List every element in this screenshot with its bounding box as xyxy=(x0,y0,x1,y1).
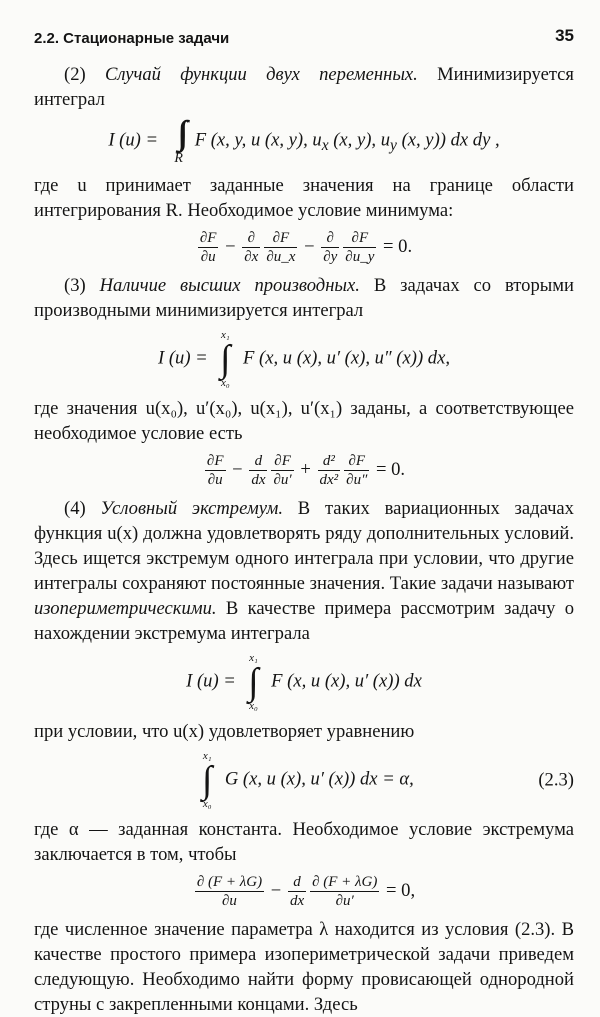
fraction: $\frac{\partial F}{\partial u''}$ xyxy=(346,453,368,488)
operator-plus: + xyxy=(300,458,311,480)
item-label: (4) xyxy=(64,498,101,519)
subscript-x: x xyxy=(321,136,329,154)
paragraph-two-variables xyxy=(34,62,574,112)
integral-sign: x₁ ∫ x₀ xyxy=(201,750,213,810)
eq-lhs: I (u) = xyxy=(186,670,236,692)
running-header xyxy=(34,26,574,50)
case-title: Случай функции двух переменных. xyxy=(104,64,418,85)
equation-functional xyxy=(34,652,574,712)
paragraph-text: Минимизируется интеграл xyxy=(34,64,574,110)
equation-constraint xyxy=(34,750,574,810)
eq-integrand: F (x, y, u (x, y), u xyxy=(194,129,322,151)
eq-integrand: F (x, u (x), u′ (x)) dx xyxy=(271,670,422,692)
item-label: (2) xyxy=(64,64,105,85)
eq-rhs: = 0. xyxy=(383,235,413,257)
paragraph-lambda: где численное значение параметра λ находится из условия (2.3). В качестве простого примера изопериметрической задачи приведем следующую. Необходимо найти форму провисающей однородной струны с закрепленными концами. Здесь xyxy=(34,919,574,1015)
fraction: $\frac{\partial F}{\partial u}$ xyxy=(199,230,217,265)
paragraph-text: В таких вариационных задачах функция u(x) должна удовлетворять ряду дополнительных условий. Здесь ищется экстремум одного интеграла при условии, что другие интегралы сохраняют постоянные значения. Такие задачи называют xyxy=(34,498,574,594)
paragraph-conditional-extremum xyxy=(34,496,574,646)
equation-lagrange xyxy=(34,873,574,910)
paragraph-alpha: где α — заданная константа. Необходимое условие экстремума заключается в том, чтобы xyxy=(34,819,574,865)
paragraph-constraint-intro: при условии, что u(x) удовлетворяет уравнению xyxy=(34,721,415,742)
page-number: 35 xyxy=(555,26,574,45)
paragraph-higher-derivatives xyxy=(34,273,574,323)
fraction: $\frac{\partial (F + \lambda G)}{\partial u}$ xyxy=(196,874,263,909)
fraction: $\frac{\partial F}{\partial u\_y}$ xyxy=(345,230,375,265)
fraction: $\frac{d}{dx}$ xyxy=(251,453,266,488)
fraction: $\frac{\text{d²}}{\text{dx²}}$ xyxy=(319,453,339,488)
paragraph-boundary-values: где значения u(x₀), u′(x₀), u(x₁), u′(x₁) заданы, а соответствующее необходимое условие есть xyxy=(34,398,574,444)
fraction: $\frac{\partial}{\partial x}$ xyxy=(244,230,259,265)
eq-rhs: = 0. xyxy=(375,458,406,480)
paragraph-text: В задачах со вторыми производными минимизируется интеграл xyxy=(34,275,574,321)
item-label: (3) xyxy=(64,275,100,296)
eq-integrand-tail: (x, y)) dx dy , xyxy=(396,129,500,151)
double-integral-sign: ∫∫ R xyxy=(163,116,195,166)
equation-number: (2.3) xyxy=(538,769,574,791)
operator-minus: − xyxy=(304,235,315,257)
operator-minus: − xyxy=(232,458,243,480)
subscript-y: y xyxy=(390,136,397,154)
eq-lhs: I (u) = xyxy=(158,347,208,369)
fraction: $\frac{\partial}{\partial y}$ xyxy=(323,230,338,265)
fraction: $\frac{\partial (F + \lambda G)}{\partial u'}$ xyxy=(312,874,378,909)
case-title: Наличие высших производных. xyxy=(99,275,360,296)
fraction: $\frac{\partial F}{\partial u}$ xyxy=(206,453,224,488)
section-title: 2.2. Стационарные задачи xyxy=(34,30,230,47)
eq-lhs: I (u) = xyxy=(108,129,159,151)
eq-integrand: F (x, u (x), u′ (x), u″ (x)) dx, xyxy=(243,347,450,369)
equation-euler-two-vars xyxy=(34,229,574,266)
equation-euler-poisson xyxy=(34,452,574,489)
paragraph-text-cont: В качестве примера рассмотрим задачу о нахождении экстремума интеграла xyxy=(34,598,574,644)
eq-rhs: = 0, xyxy=(386,879,416,901)
fraction: $\frac{\partial F}{\partial u\_x}$ xyxy=(266,230,296,265)
fraction: $\frac{\partial F}{\partial u'}$ xyxy=(273,453,292,488)
operator-minus: − xyxy=(225,235,236,257)
integral-sign: x₁ ∫ x₀ xyxy=(248,652,259,712)
term-isoperimetric: изопериметрическими. xyxy=(34,598,217,619)
eq-integrand: G (x, u (x), u′ (x)) dx = α, xyxy=(224,768,414,790)
page-body xyxy=(34,62,574,1017)
fraction: $\frac{d}{dx}$ xyxy=(289,874,305,909)
operator-minus: − xyxy=(270,879,282,901)
eq-integrand-mid: (x, y), u xyxy=(328,129,391,151)
integration-region: R xyxy=(174,151,183,166)
equation-integral-second-order xyxy=(34,329,574,389)
equation-double-integral xyxy=(34,116,574,166)
integral-sign: x₁ ∫ x₀ xyxy=(220,329,231,389)
paragraph-boundary: где u принимает заданные значения на границе области интегрирования R. Необходимое условие минимума: xyxy=(34,175,574,221)
case-title: Условный экстремум. xyxy=(100,498,284,519)
